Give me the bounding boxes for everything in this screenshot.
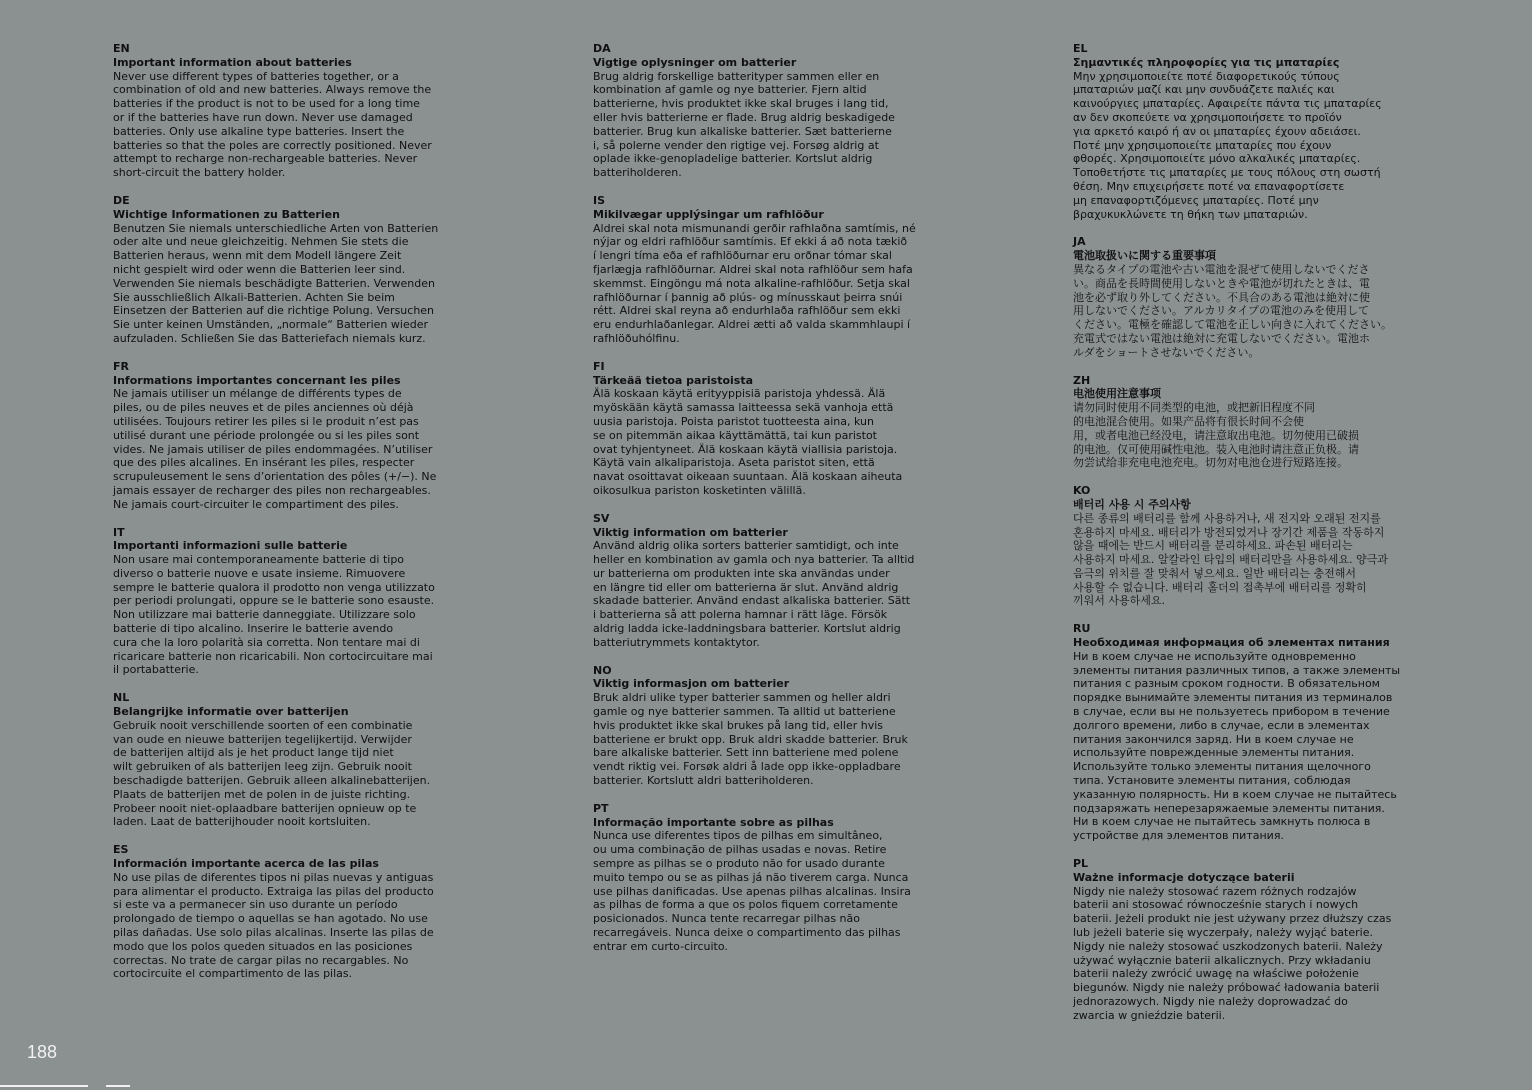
section-it — [113, 526, 463, 678]
section-title: Informations importantes concernant les piles — [113, 373, 401, 387]
section-title: Wichtige Informationen zu Batterien — [113, 207, 340, 221]
section-ru — [1073, 622, 1423, 843]
section-pl — [1073, 857, 1423, 1023]
section-body: Nunca use diferentes tipos de pilhas em simultâneo, ou uma combinação de pilhas usadas e novas. Retire sempre as pilhas se o produto não for usado durante muito tempo ou se as pilhas já não tiverem carga. Nunca use pilhas danificadas. Use apenas pilhas alcalinas. Insira as pilhas de forma a que os polos fiquem corretamente posicionados. Nunca tente recarregar pilhas não recarregáveis. Nunca deixe o compartimento das pilhas entrar em curto-circuito. — [593, 829, 911, 953]
section-ja — [1073, 235, 1423, 359]
column-right — [1073, 42, 1423, 1037]
section-no — [593, 664, 943, 788]
section-body: Nigdy nie należy stosować razem różnych rodzajów baterii ani stosować równocześnie starych i nowych baterii. Jeżeli produkt nie jest używany przez dłuższy czas lub jeżeli baterie się wyczerpały, należy wyjąć baterie. Nigdy nie należy stosować uszkodzonych baterii. Należy używać wyłącznie baterii alkalicznych. Przy wkładaniu baterii należy zwrócić uwagę na właściwe położenie biegunów. Nigdy nie należy próbować ładowania baterii jednorazowych. Nigdy nie należy doprowadzać do zwarcia w gnieździe baterii. — [1073, 884, 1392, 1022]
language-code: PT — [593, 801, 609, 815]
language-code: JA — [1073, 235, 1086, 249]
section-es — [113, 843, 463, 981]
section-pt — [593, 802, 943, 954]
section-body: Bruk aldri ulike typer batterier sammen og heller aldri gamle og nye batterier sammen. Ta alltid ut batteriene hvis produktet ikke skal brukes på lang tid, eller hvis batteriene er brukt opp. Bruk aldri skadde batterier. Bruk bare alkaliske batterier. Sett inn batteriene med polene vendt riktig vei. Forsøk aldri å lade opp ikke-oppladbare batterier. Kortslutt aldri batteriholderen. — [593, 691, 908, 788]
section-title: Tärkeää tietoa paristoista — [593, 373, 754, 387]
section-title: Important information about batteries — [113, 55, 352, 69]
section-body: Μην χρησιμοποιείτε ποτέ διαφορετικούς τύπους μπαταριών μαζί και μην συνδυάζετε παλιές και καινούργιες μπαταρίες. Αφαιρείτε πάντα τις μπαταρίες αν δεν σκοπεύετε να χρησιμοποιήσετε το προϊόν για αρκετό καιρό ή αν οι μπαταρίες έχουν αδειάσει. Ποτέ μην χρησιμοποιείτε μπαταρίες που έχουν φθορές. Χρησιμοποιείτε μόνο αλκαλικές μπαταρίες. Τοποθετήστε τις μπαταρίες με τους πόλους στη σωστή θέση. Μην επιχειρήσετε ποτέ να επαναφορτίσετε μη επαναφορτιζόμενες μπαταρίες. Ποτέ μην βραχυκυκλώνετε τη θήκη των μπαταριών. — [1073, 69, 1382, 221]
language-code: EN — [113, 42, 130, 55]
language-code: DE — [113, 193, 130, 207]
section-body: Non usare mai contemporaneamente batterie di tipo diverso o batterie nuove e usate insieme. Rimuovere sempre le batterie qualora il prodotto non venga utilizzato per periodi prolungati, oppure se le batterie sono esauste. Non utilizzare mai batterie danneggiate. Utilizzare solo batterie di tipo alcalino. Inserire le batterie avendo cura che la loro polarità sia corretta. Non tentare mai di ricaricare batterie non ricaricabili. Non cortocircuitare mai il portabatterie. — [113, 553, 435, 677]
language-code: ES — [113, 843, 129, 857]
section-zh — [1073, 374, 1423, 471]
section-title: Σημαντικές πληροφορίες για τις μπαταρίες — [1073, 55, 1340, 69]
section-body: 请勿同时使用不同类型的电池，或把新旧程度不同 的电池混合使用。如果产品将有很长时间不会使 用，或者电池已经没电，请注意取出电池。切勿使用已破损 的电池。仅可使用碱性电池。装入电池时请注意正负极。请 勿尝试给非充电电池充电。切勿对电池仓进行短路连接。 — [1073, 401, 1359, 470]
section-fr — [113, 360, 463, 512]
section-body: 異なるタイプの電池や古い電池を混ぜて使用しないでくださ い。商品を長時間使用しないときや電池が切れたときは、電 池を必ず取り外してください。不具合のある電池は絶対に使 用しないでください。アルカリタイプの電池のみを使用して ください。電極を確認して電池を正しい向きに入れてください。 充電式ではない電池は絶対に充電しないでください。電池ホ ルダをショートさせないでください。 — [1073, 262, 1392, 359]
section-ko — [1073, 484, 1423, 608]
section-title: 电池使用注意事项 — [1073, 387, 1161, 401]
section-body: Använd aldrig olika sorters batterier samtidigt, och inte heller en kombination av gamla och nya batterier. Ta alltid ur batterierna om produkten inte ska användas under en längre tid eller om batterierna är slut. Använd aldrig skadade batterier. Använd endast alkaliska batterier. Sätt i batterierna så att polerna hamnar i rätt läge. Försök aldrig ladda icke-laddningsbara batterier. Kortslut aldrig batteriutrymmets kontaktytor. — [593, 539, 915, 649]
page-number: 188 — [27, 1042, 58, 1062]
section-title: 電池取扱いに関する重要事項 — [1073, 249, 1216, 263]
section-body: Gebruik nooit verschillende soorten of een combinatie van oude en nieuwe batterijen tegelijkertijd. Verwijder de batterijen altijd als je het product lange tijd niet wilt gebruiken of als batterijen leeg zijn. Gebruik nooit beschadigde batterijen. Gebruik alleen alkalinebatterijen. Plaats de batterijen met de polen in de juiste richting. Probeer nooit niet-oplaadbare batterijen opnieuw op te laden. Laat de batterijhouder nooit kortsluiten. — [113, 718, 431, 829]
language-code: FI — [593, 359, 605, 373]
section-body: Ne jamais utiliser un mélange de différents types de piles, ou de piles neuves et de piles anciennes où déjà utilisées. Toujours retirer les piles si le produit n’est pas utilisé durant une période prolongée ou si les piles sont vides. Ne jamais utiliser de piles endommagées. N’utiliser que des piles alcalines. En insérant les piles, respecter scrupuleusement le sens d’orientation des pôles (+/−). Ne jamais essayer de recharger des piles non rechargeables. Ne jamais court-circuiter le compartiment des piles. — [113, 387, 437, 511]
language-code: PL — [1073, 857, 1089, 871]
section-de — [113, 194, 463, 346]
section-is — [593, 194, 943, 346]
section-title: Viktig informasjon om batterier — [593, 677, 790, 691]
section-title: Importanti informazioni sulle batterie — [113, 539, 348, 553]
section-title: Ważne informacje dotyczące baterii — [1073, 870, 1295, 884]
section-da — [593, 42, 943, 180]
section-body: Never use different types of batteries together, or a combination of old and new batteries. Always remove the batteries if the product is not to be used for a long time or if the batteries have run down. Never use damaged batteries. Only use alkaline type batteries. Insert the batteries so that the poles are correctly positioned. Never attempt to recharge non-rechargeable batteries. Never short-circuit the battery holder. — [113, 69, 432, 180]
language-code: IT — [113, 525, 125, 539]
section-sv — [593, 512, 943, 650]
section-title: Informação importante sobre as pilhas — [593, 815, 834, 829]
language-code: ZH — [1073, 373, 1091, 387]
section-body: Brug aldrig forskellige batterityper sammen eller en kombination af gamle og nye batterier. Fjern altid batterierne, hvis produktet ikke skal bruges i lang tid, eller hvis batterierne er flade. Brug aldrig beskadigede batterier. Brug kun alkaliske batterier. Sæt batterierne i, så polerne vender den rigtige vej. Forsøg aldrig at oplade ikke-genopladelige batterier. Kortslut aldrig batteriholderen. — [593, 69, 895, 180]
language-code: NO — [593, 663, 612, 677]
footer-rule — [0, 1085, 88, 1087]
language-code: EL — [1073, 42, 1088, 55]
section-body: Ни в коем случае не используйте одновременно элементы питания различных типов, а также элементы питания с разным сроком годности. В обязательном порядке вынимайте элементы питания из терминалов в случае, если вы не пользуетесь прибором в течение долгого времени, либо в случае, если в элементах питания закончился заряд. Ни в коем случае не используйте поврежденные элементы питания. Используйте только элементы питания щелочного типа. Установите элементы питания, соблюдая указанную полярность. Ни в коем случае не пытайтесь подзаряжать неперезаряжаемые элементы питания. Ни в коем случае не пытайтесь замкнуть полюса в устройстве для элементов питания. — [1073, 649, 1401, 843]
section-title: Необходимая информация об элементах питания — [1073, 636, 1390, 650]
language-code: KO — [1073, 484, 1091, 498]
section-nl — [113, 691, 463, 829]
language-code: RU — [1073, 622, 1091, 636]
section-fi — [593, 360, 943, 498]
section-body: Aldrei skal nota mismunandi gerðir rafhlaðna samtímis, né nýjar og eldri rafhlöður samtímis. Ef ekki á að nota tækið í lengri tíma eða ef rafhlöðurnar eru orðnar tómar skal fjarlægja rafhlöðurnar. Aldrei skal nota rafhlöður sem hafa skemmst. Eingöngu má nota alkaline-rafhlöður. Setja skal rafhlöðurnar í þannig að plús- og mínusskaut þeirra snúi rétt. Aldrei skal reyna að endurhlaða rafhlöður sem ekki eru endurhlaðanlegar. Aldrei ætti að valda skammhlaupi í rafhlöðuhólfinu. — [593, 221, 916, 345]
section-body: Älä koskaan käytä erityyppisiä paristoja yhdessä. Älä myöskään käytä samassa laitteessa sekä vanhoja että uusia paristoja. Poista paristot tuotteesta aina, kun se on pitemmän aikaa käyttämättä, tai kun paristot ovat tyhjentyneet. Älä koskaan käytä viallisia paristoja. Käytä vain alkaliparistoja. Aseta paristot siten, että navat osoittavat oikeaan suuntaan. Älä koskaan aiheuta oikosulkua pariston kosketinten välillä. — [593, 387, 903, 497]
section-en — [113, 42, 463, 180]
language-code: NL — [113, 691, 130, 705]
language-code: IS — [593, 193, 606, 207]
section-title: Información importante acerca de las pilas — [113, 857, 379, 871]
section-body: Benutzen Sie niemals unterschiedliche Arten von Batterien oder alte und neue gleichzeitig. Nehmen Sie stets die Batterien heraus, wenn mit dem Modell längere Zeit nicht gespielt wird oder wenn die Batterien leer sind. Verwenden Sie niemals beschädigte Batterien. Verwenden Sie ausschließlich Alkali-Batterien. Achten Sie beim Einsetzen der Batterien auf die richtige Polung. Versuchen Sie unter keinen Umständen, „normale“ Batterien wieder aufzuladen. Schließen Sie das Batteriefach niemals kurz. — [113, 221, 439, 345]
section-title: Viktig information om batterier — [593, 525, 788, 539]
section-title: Mikilvægar upplýsingar um rafhlöður — [593, 207, 824, 221]
language-code: SV — [593, 511, 610, 525]
footer-rule-short — [106, 1085, 130, 1087]
section-title: 배터리 사용 시 주의사항 — [1073, 497, 1191, 511]
section-el — [1073, 42, 1423, 221]
language-code: DA — [593, 42, 611, 55]
section-body: 다른 종류의 배터리를 함께 사용하거나, 새 전지와 오래된 전지를 혼용하지 마세요. 배터리가 방전되었거나 장기간 제품을 작동하지 않을 때에는 반드시 배터리를 분리하세요. 파손된 배터리는 사용하지 마세요. 알칼라인 타입의 배터리만을 사용하세요. 양극과 음극의 위치를 잘 맞춰서 넣으세요. 일반 배터리는 충전해서 사용할 수 없습니다. 배터리 홀더의 접촉부에 배터리를 정확히 끼워서 사용하세요. — [1073, 511, 1388, 608]
column-left — [113, 42, 463, 995]
column-middle — [593, 42, 943, 968]
section-title: Belangrijke informatie over batterijen — [113, 705, 349, 719]
section-title: Vigtige oplysninger om batterier — [593, 55, 797, 69]
language-code: FR — [113, 359, 129, 373]
section-body: No use pilas de diferentes tipos ni pilas nuevas y antiguas para alimentar el producto. Extraiga las pilas del producto si este va a permanecer sin uso durante un período prolongado de tiempo o aquellas se han agotado. No use pilas dañadas. Use solo pilas alcalinas. Inserte las pilas de modo que los polos queden situados en las posiciones correctas. No trate de cargar pilas no recargables. No cortocircuite el compartimento de las pilas. — [113, 870, 434, 981]
